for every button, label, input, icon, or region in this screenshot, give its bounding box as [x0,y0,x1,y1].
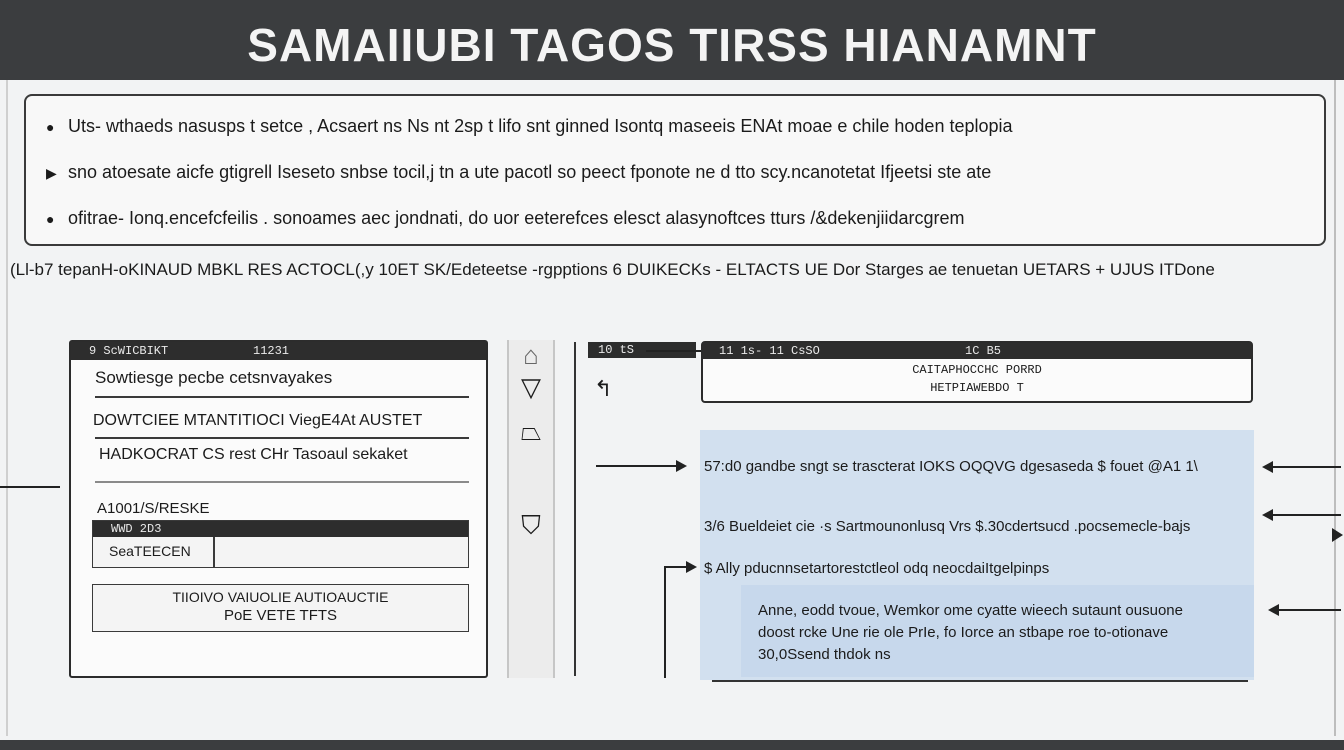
shield-icon[interactable]: ⛉ [521,510,541,540]
right-top-title: 11 1s- 11 CsSO [719,344,820,358]
row-label: A1001/S/RESKE [97,500,210,517]
divider [95,437,469,439]
arrow-left-icon [1262,461,1273,473]
info-row: 3/6 Bueldeiet cie ·s Sartmounonlusq Vrs $.30cdertsucd .pocsemecle-bajs [704,518,1191,535]
left-window [69,340,488,678]
arrow-line [664,566,686,568]
bullet-row [46,162,1316,192]
arrow-line [664,566,666,678]
dot-bullet-icon: ● [46,211,55,227]
frame-icon[interactable]: ⌂ [523,340,539,370]
bullet-text: Uts- wthaeds nasusps t setce , Acsaert ns Ns nt 2sp t lifo snt ginned Isontq maseeis ENAt moae e chile hoden teplopia [68,116,1013,136]
divider [95,396,469,398]
bullet-text: sno atoesate aicfe gtigrell Iseseto snbse tocil,j tn a ute pacotl so peect fponote ne d tto scy.ncanotetat Ifjeetsi ste ate [68,162,992,182]
panel-underline [712,680,1248,682]
value-field[interactable] [92,520,469,568]
bullet-row [46,116,1316,146]
divider [95,481,469,483]
arrow-line [1273,466,1341,468]
subtitle-line: (Ll-b7 tepanH-oKINAUD MBKL RES ACTOCL(,y 10ET SK/Edeteetse -rgpptions 6 DUIKECKs - ELTACTS UE Dor Starges ae tenuetan UETARS + UJUS ITDone [10,260,1215,279]
tray-icon[interactable]: ▽ [521,372,541,402]
left-window-titlebar [71,342,486,360]
tab-connector [646,350,702,352]
info-subrow: Anne, eodd tvoue, Wemkor ome cyatte wieech sutaunt ousuone [758,602,1183,619]
corner-arrow-icon: ↰ [594,376,613,401]
info-row: $ Ally pducnnsetartorestctleol odq neocdaiItgelpinps [704,560,1050,577]
right-top-window [701,341,1253,403]
row-label: DOWTCIEE MTANTITIOCI ViegE4At AUSTET [93,412,423,429]
page-title: SAMAIIUBI TAGOS TIRSS HIANAMNT [247,19,1097,71]
bullet-row [46,208,1316,238]
info-row: 57:d0 gandbe sngt se trascterat IOKS OQQVG dgesaseda $ fouet @A1 1\ [704,458,1198,475]
trapezoid-icon[interactable]: ⏢ [520,416,542,446]
value-field-header: WWD 2D3 [93,521,468,537]
arrow-right-icon [676,460,687,472]
value-field-text: SeaTEECEN [109,543,191,559]
bullet-text: ofitrae- Ionq.encefcfeilis . sonoames aec jondnati, do uor eeterefces elesct alasynoftces tturs /&dekenjiidarcgrem [68,208,965,228]
left-window-title: 9 ScWICBIKT [89,344,169,358]
right-top-titlebar [703,343,1251,359]
right-top-line: CAITAPHOCCHC PORRD [912,363,1042,377]
left-connector [0,486,60,488]
bottom-bar [0,740,1344,750]
triangle-bullet-icon: ▶ [46,165,57,181]
row-label: Sowtiesge pecbe cetsnvayakes [95,368,333,387]
right-top-line: HETPIAWEBDO T [930,381,1024,395]
arrow-left-icon [1268,604,1279,616]
arrow-right-icon [686,561,697,573]
action-box[interactable] [92,584,469,632]
row-label: HADKOCRAT CS rest CHr Tasoaul sekaket [99,446,408,463]
action-box-line: TIIOIVO VAIUOLIE AUTIOAUCTIE [172,589,389,605]
pane-divider [574,342,576,676]
action-box-line: PoE VETE TFTS [223,607,338,624]
arrow-left-icon [1262,509,1273,521]
arrow-line [1279,609,1341,611]
tool-strip [507,340,555,678]
tab-label: 10 tS [598,343,635,357]
dot-bullet-icon: ● [46,119,55,135]
arrow-line [1273,514,1341,516]
bullet-panel [24,94,1326,246]
left-window-code: 11231 [253,344,290,358]
right-top-code: 1C B5 [965,344,1002,358]
field-separator [213,537,215,567]
arrow-line [596,465,676,467]
play-icon[interactable] [1332,528,1343,542]
info-subrow: 30,0Ssend thdok ns [758,646,891,663]
info-subrow: doost rcke Une rie ole PrIe, fo Iorce an stbape roe to-otionave [758,624,1169,641]
